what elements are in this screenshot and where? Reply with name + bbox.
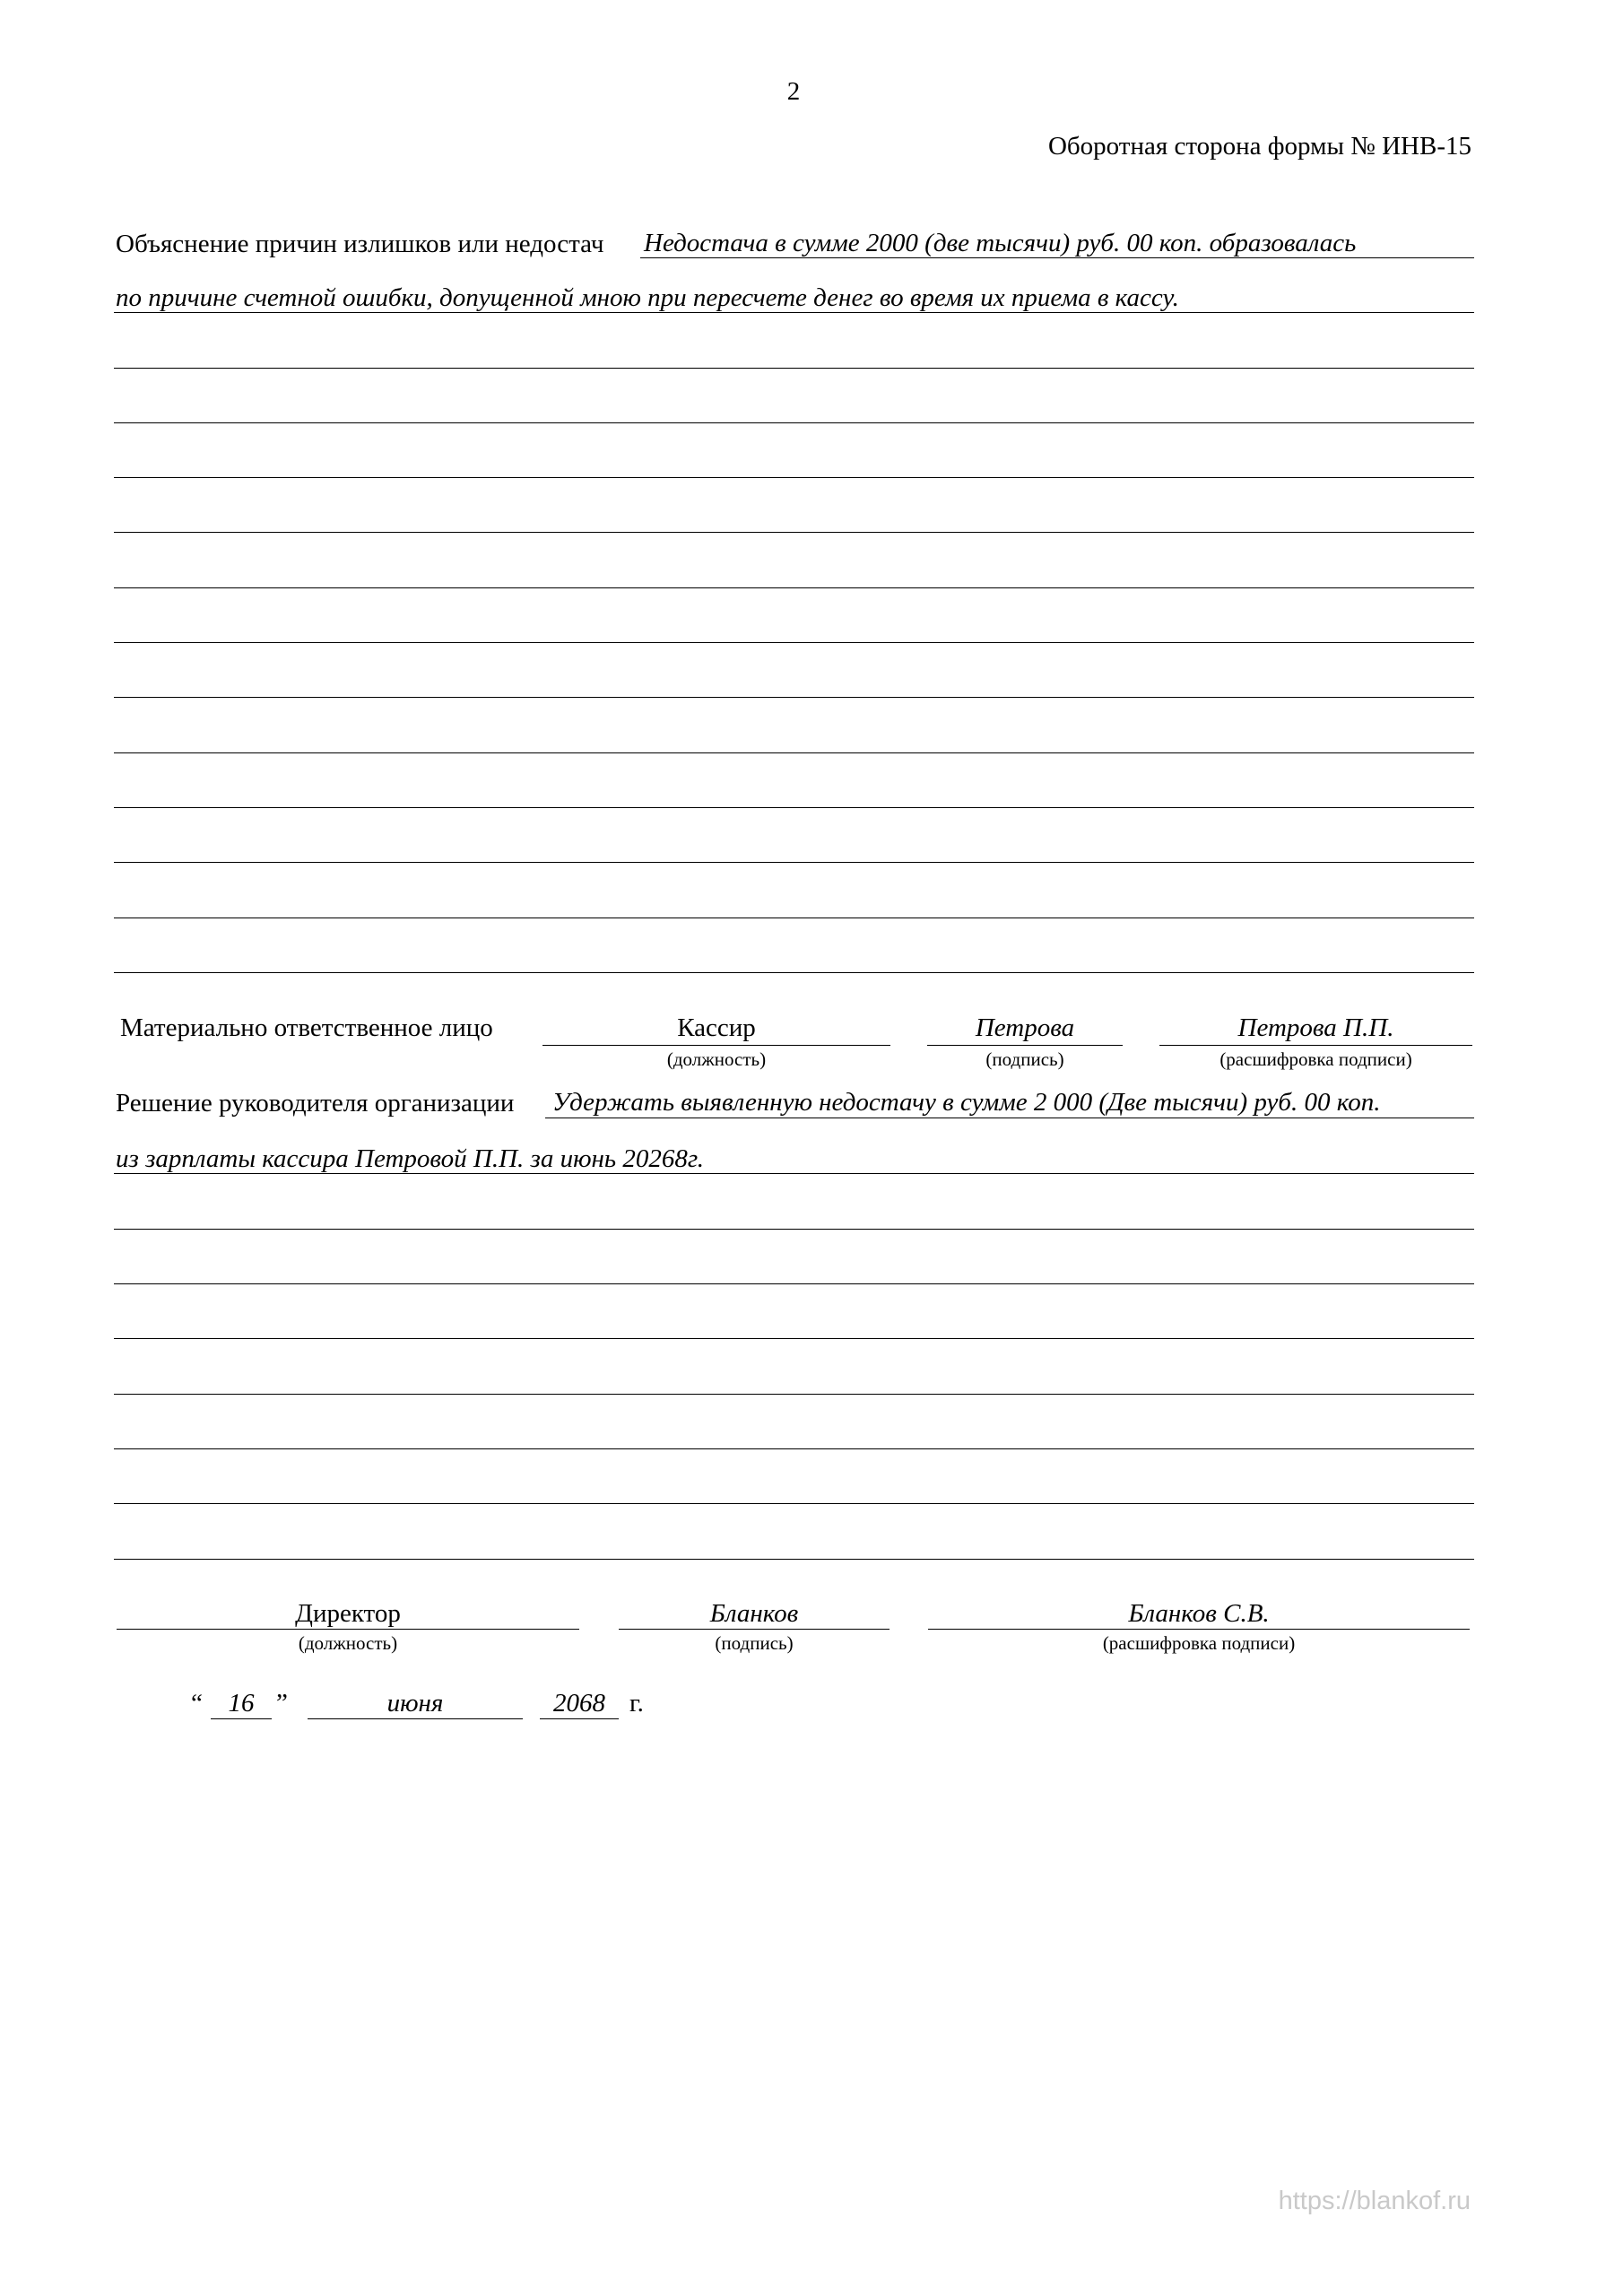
responsible-name-line [1159,1045,1472,1046]
responsible-name: Петрова П.П. [1237,1013,1394,1042]
date-month: июня [386,1689,444,1718]
decision-blank-line [114,1338,1474,1339]
director-position: Директор [295,1599,401,1628]
explanation-blank-line [114,972,1474,973]
date-close-quote: ” [276,1689,288,1718]
explanation-blank-line [114,752,1474,753]
decision-blank-line [114,1448,1474,1449]
explanation-blank-line [114,477,1474,478]
responsible-name-caption: (расшифровка подписи) [1219,1048,1412,1070]
explanation-label: Объяснение причин излишков или недостач [116,230,604,258]
date-suffix: г. [629,1689,644,1718]
date-open-quote: “ [191,1689,203,1718]
director-signature-caption: (подпись) [715,1632,794,1654]
date-year: 2068 [553,1689,605,1718]
explanation-blank-line [114,862,1474,863]
explanation-blank-line [114,642,1474,643]
explanation-text-2: по причине счетной ошибки, допущенной мною при пересчете денег во время их приема в кассу. [116,283,1179,312]
decision-text-1: Удержать выявленную недостачу в сумме 2 000 (Две тысячи) руб. 00 коп. [552,1088,1381,1117]
director-position-line [117,1629,579,1630]
explanation-blank-line [114,422,1474,423]
decision-blank-line [114,1394,1474,1395]
explanation-blank-line [114,587,1474,588]
explanation-text-1: Недостача в сумме 2000 (две тысячи) руб. 00 коп. образовалась [644,229,1357,257]
responsible-label: Материально ответственное лицо [120,1013,493,1042]
decision-text-2: из зарплаты кассира Петровой П.П. за июнь 20268г. [116,1144,705,1173]
explanation-blank-line [114,368,1474,369]
director-signature: Бланков [709,1599,799,1628]
responsible-position-line [542,1045,890,1046]
responsible-signature: Петрова [975,1013,1075,1042]
responsible-position-caption: (должность) [666,1048,767,1070]
responsible-position: Кассир [677,1013,756,1042]
decision-blank-line [114,1283,1474,1284]
date-month-line [308,1718,523,1719]
director-name-caption: (расшифровка подписи) [1102,1632,1296,1654]
watermark-text: https://blankof.ru [1278,2187,1471,2215]
director-name-line [928,1629,1470,1630]
explanation-blank-line [114,807,1474,808]
explanation-blank-line [114,697,1474,698]
explanation-blank-line [114,532,1474,533]
form-title: Оборотная сторона формы № ИНВ-15 [1047,132,1471,161]
responsible-signature-line [927,1045,1123,1046]
decision-blank-line [114,1229,1474,1230]
decision-blank-line [114,1559,1474,1560]
director-name: Бланков С.В. [1128,1599,1270,1628]
decision-blank-line [114,1503,1474,1504]
director-position-caption: (должность) [298,1632,398,1654]
director-signature-line [619,1629,890,1630]
date-day: 16 [228,1689,255,1718]
page-number: 2 [786,77,801,106]
date-year-line [540,1718,619,1719]
date-day-line [211,1718,272,1719]
decision-label: Решение руководителя организации [116,1089,515,1118]
responsible-signature-caption: (подпись) [985,1048,1064,1070]
